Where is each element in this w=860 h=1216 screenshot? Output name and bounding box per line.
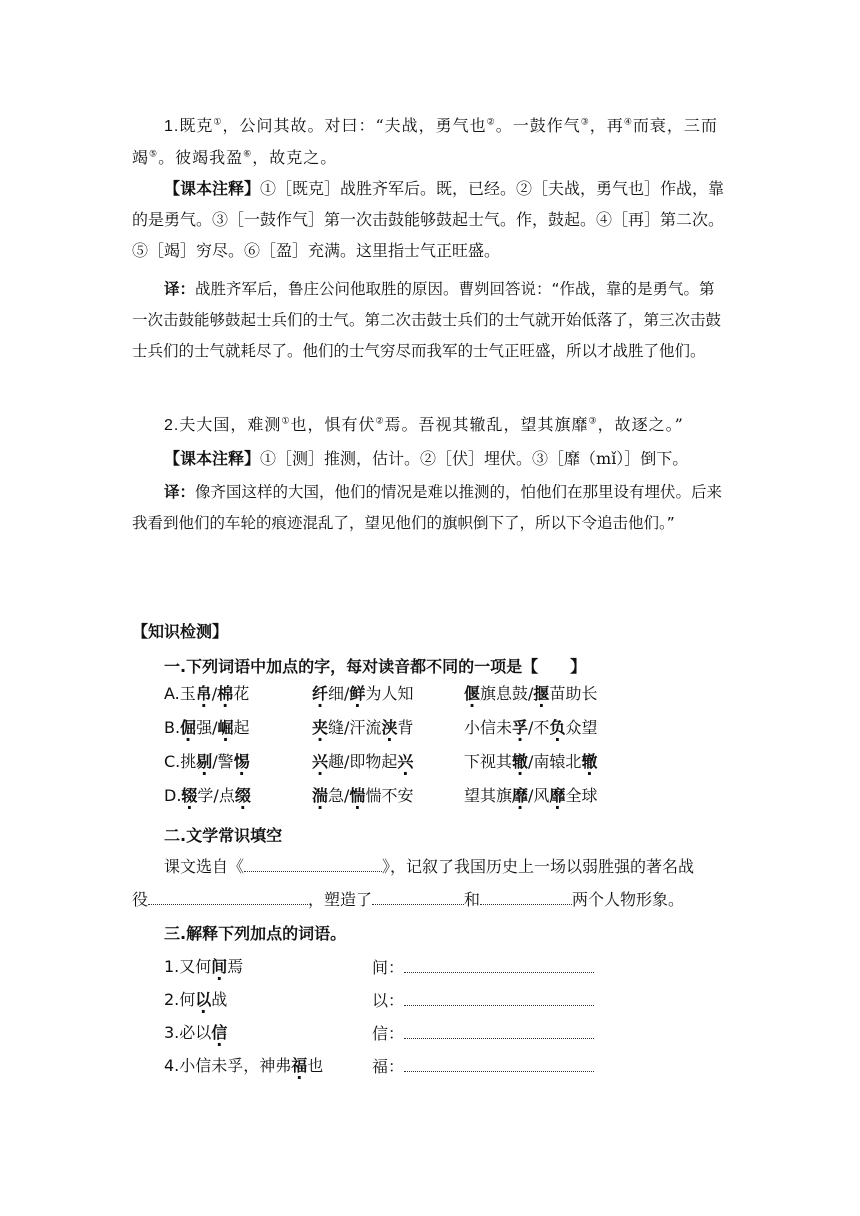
option-text: 趣/即物起 — [328, 752, 398, 771]
dotted-character: 靡 — [512, 786, 529, 805]
option-text: /警 — [212, 752, 234, 771]
option-text: 旗息鼓/ — [480, 684, 534, 703]
dotted-character: 辙 — [512, 752, 529, 771]
option-row — [164, 681, 724, 707]
answer-blank[interactable] — [404, 954, 594, 973]
option-text: D. — [164, 786, 182, 805]
notes-label: 【课本注释】 — [164, 179, 261, 198]
option-word-pair — [312, 715, 413, 741]
phrase-text: 也 — [307, 1056, 324, 1075]
battle-blank[interactable] — [148, 886, 308, 905]
answer-blank[interactable] — [404, 1053, 594, 1072]
dotted-character: 棉 — [217, 684, 234, 703]
answer-area — [372, 1020, 594, 1047]
option-text: 众望 — [565, 718, 598, 737]
question-2-line-1: 课文选自《 》，记叙了我国历史上一场以弱胜强的著名战 — [164, 853, 724, 879]
dotted-character: 揠 — [533, 684, 550, 703]
option-text: 背 — [397, 718, 414, 737]
translation-label: 译： — [164, 483, 196, 501]
option-text: 强/ — [196, 718, 218, 737]
item-phrase — [164, 987, 227, 1013]
option-text: 下视其 — [464, 752, 513, 771]
phrase-text: 4.小信未孚，神弗 — [164, 1056, 292, 1075]
option-word-pair — [164, 783, 251, 809]
answer-area — [372, 1053, 594, 1080]
option-text: /风 — [528, 786, 550, 805]
dotted-character: 夹 — [312, 718, 329, 737]
option-word-pair — [464, 749, 597, 775]
dotted-character: 以 — [195, 990, 212, 1009]
answer-label: 间： — [372, 958, 405, 977]
dotted-character: 负 — [549, 718, 566, 737]
option-text: 为人知 — [365, 684, 414, 703]
option-text: 缝/汗流 — [328, 718, 382, 737]
answer-label: 信： — [372, 1024, 405, 1043]
option-word-pair — [164, 715, 250, 741]
dotted-character: 纤 — [312, 684, 329, 703]
answer-area — [372, 987, 594, 1014]
item-phrase — [164, 954, 243, 980]
character-2-blank[interactable] — [480, 886, 572, 905]
answer-blank[interactable] — [404, 1020, 594, 1039]
dotted-character: 剔 — [196, 752, 213, 771]
passage-1-translation: 译：战胜齐军后，鲁庄公问他取胜的原因。曹刿回答说：“作战，靠的是勇气。第一次击鼓能够鼓起士兵们的士气。第二次击鼓士兵们的士气就开始低落了，第三次击鼓士兵们的士气就耗尽了。他们的士气穷尽而我军的士气正旺盛，所以才战胜了他们。 — [132, 280, 722, 360]
dotted-character: 辙 — [581, 752, 598, 771]
phrase-text: 2.何 — [164, 990, 196, 1009]
option-word-pair — [464, 681, 597, 707]
passage-1-notes: 【课本注释】①［既克］战胜齐军后。既，已经。②［夫战，勇气也］作战，靠的是勇气。③［一鼓作气］第一次击鼓能够鼓起士气。作，鼓起。④［再］第二次。⑤［竭］穷尽。⑥［盈］充满。这里指士气正旺盛。 — [132, 179, 725, 260]
item-phrase — [164, 1053, 323, 1079]
option-text: /不 — [528, 718, 550, 737]
option-text: 小信未 — [464, 718, 513, 737]
dotted-character: 惴 — [349, 786, 366, 805]
dotted-character: 靡 — [549, 786, 566, 805]
dotted-character: 信 — [211, 1023, 228, 1042]
dotted-character: 孚 — [512, 718, 529, 737]
dotted-character: 鲜 — [349, 684, 366, 703]
translation-label: 译： — [164, 280, 196, 298]
option-row — [164, 749, 724, 775]
question-2-title: 二.文学常识填空 — [164, 826, 283, 845]
option-word-pair — [312, 749, 413, 775]
dotted-character: 间 — [211, 957, 228, 976]
option-text: 惴不安 — [365, 786, 414, 805]
question-3-title: 三.解释下列加点的词语。 — [164, 924, 347, 943]
option-row — [164, 715, 724, 741]
dotted-character: 湍 — [312, 786, 329, 805]
option-text: 苗助长 — [549, 684, 598, 703]
option-word-pair — [312, 783, 413, 809]
question-3-item — [164, 1053, 624, 1079]
option-word-pair — [464, 715, 597, 741]
answer-area — [372, 954, 594, 981]
answer-label: 福： — [372, 1057, 405, 1076]
question-3-item — [164, 954, 624, 980]
dotted-character: 倔 — [180, 718, 197, 737]
option-word-pair — [464, 783, 597, 809]
item-phrase — [164, 1020, 227, 1046]
question-3-item — [164, 987, 624, 1013]
passage-2-number: 2. — [164, 417, 180, 434]
passage-1-number: 1. — [164, 118, 180, 135]
passage-1-text: 1.既克①，公问其故。对曰：“夫战，勇气也②。一鼓作气③，再④而衰，三而竭⑤。彼竭我盈⑥，故克之。 — [132, 116, 718, 167]
phrase-text: 焉 — [227, 957, 244, 976]
option-word-pair — [164, 749, 250, 775]
question-3-item — [164, 1020, 624, 1046]
option-text: / — [211, 684, 218, 703]
dotted-character: 偃 — [464, 684, 481, 703]
option-text: 急/ — [328, 786, 350, 805]
dotted-character: 惕 — [233, 752, 250, 771]
source-blank[interactable] — [244, 853, 382, 872]
option-text: 花 — [233, 684, 250, 703]
option-text: B. — [164, 718, 181, 737]
phrase-text: 战 — [211, 990, 228, 1009]
dotted-character: 兴 — [397, 752, 414, 771]
option-text: 起 — [233, 718, 250, 737]
passage-2-notes: 【课本注释】①［测］推测，估计。②［伏］埋伏。③［靡（mǐ）］倒下。 — [164, 449, 689, 468]
option-text: /南辕北 — [528, 752, 582, 771]
dotted-character: 帛 — [195, 684, 212, 703]
phrase-text: 3.必以 — [164, 1023, 212, 1042]
passage-2-translation: 译：像齐国这样的大国，他们的情况是难以推测的，怕他们在那里设有埋伏。后来我看到他们的车轮的痕迹混乱了，望见他们的旗帜倒下了，所以下令追击他们。” — [132, 483, 723, 532]
option-text: 细/ — [328, 684, 350, 703]
phrase-text: 1.又何 — [164, 957, 212, 976]
option-text: 全球 — [565, 786, 598, 805]
dotted-character: 缀 — [234, 786, 251, 805]
option-word-pair — [164, 681, 249, 707]
dotted-character: 浃 — [381, 718, 398, 737]
dotted-character: 辍 — [181, 786, 198, 805]
dotted-character: 兴 — [312, 752, 329, 771]
notes-label: 【课本注释】 — [164, 449, 261, 468]
passage-2-text: 2.夫大国，难测①也，惧有伏②焉。吾视其辙乱，望其旗靡③，故逐之。” — [164, 415, 684, 434]
option-text: 学/点 — [197, 786, 235, 805]
option-text: 望其旗 — [464, 786, 513, 805]
answer-label: 以： — [372, 991, 405, 1010]
question-1-title: 一.下列词语中加点的字，每对读音都不同的一项是【 】 — [164, 657, 587, 676]
option-row — [164, 783, 724, 809]
option-text: A.玉 — [164, 684, 196, 703]
answer-blank[interactable] — [404, 987, 594, 1006]
knowledge-check-title: 【知识检测】 — [132, 622, 229, 641]
option-word-pair — [312, 681, 413, 707]
dotted-character: 崛 — [217, 718, 234, 737]
option-text: C.挑 — [164, 752, 197, 771]
character-1-blank[interactable] — [372, 886, 464, 905]
question-2-line-2: 役 ，塑造了 和 两个人物形象。 — [132, 886, 732, 912]
dotted-character: 福 — [291, 1056, 308, 1075]
